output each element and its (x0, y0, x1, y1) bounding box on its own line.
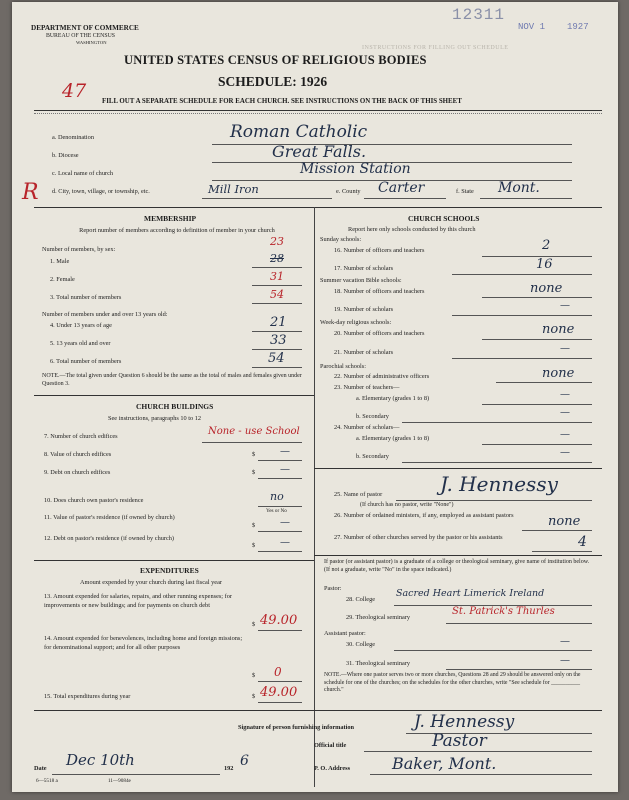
total-members-age-label: 6. Total number of members (50, 358, 122, 365)
census-schedule-document (12, 2, 618, 792)
parochial-officers-label: 22. Number of administrative officers (334, 373, 430, 380)
age-intro-label: Number of members under and over 13 years old: (42, 311, 168, 318)
county-value: Carter (378, 180, 425, 196)
male-label: 1. Male (50, 258, 70, 265)
membership-intro: Report number of members according to definition of member in your church (79, 227, 275, 234)
total-expenditures-dollar: $ (252, 693, 256, 700)
weekday-teachers-label: 20. Number of officers and teachers (334, 330, 425, 337)
summer-teachers-value: none (530, 281, 563, 296)
weekday-scholars-value: — (560, 343, 570, 354)
pastor-section-label: Pastor: (324, 585, 342, 592)
teachers-secondary-value: — (560, 407, 570, 418)
owns-residence-label: 10. Does church own pastor's residence (44, 497, 144, 504)
scholars-elementary-label: a. Elementary (grades 1 to 8) (356, 435, 430, 442)
under-13-label: 4. Under 13 years of age (50, 322, 112, 329)
parochial-teachers-label: 23. Number of teachers— (334, 384, 400, 391)
total-members-label: 3. Total number of members (50, 294, 122, 301)
pastor-note: NOTE.—Where one pastor serves two or more churches, Questions 28 and 29 should be answered only on the schedule for one of the churches; on the schedules for the other churches, write "See schedule for __________ church." (324, 672, 581, 694)
expenditures-intro: Amount expended by your church during last fiscal year (80, 579, 222, 586)
summer-schools-label: Summer vacation Bible schools: (320, 277, 402, 284)
edifices-value-value: — (280, 446, 290, 457)
parochial-schools-label: Parochial schools: (320, 363, 366, 370)
form-title: UNITED STATES CENSUS OF RELIGIOUS BODIES (124, 53, 427, 67)
assistant-pastors-value: none (548, 514, 581, 529)
address-value: Baker, Mont. (392, 754, 497, 773)
yes-no-hint: Yes or No (266, 508, 287, 514)
sunday-scholars-value: 16 (536, 257, 553, 272)
diocese-label: b. Diocese (52, 152, 79, 159)
edifices-value-dollar: $ (252, 451, 256, 458)
expenditures-title: EXPENDITURES (140, 566, 199, 575)
edifices-debt-label: 9. Debt on church edifices (44, 469, 111, 476)
schools-title: CHURCH SCHOOLS (408, 214, 480, 223)
sunday-schools-label: Sunday schools: (320, 236, 362, 243)
summer-scholars-label: 19. Number of scholars (334, 306, 394, 313)
stamp-number: 12311 (452, 6, 506, 24)
membership-note: NOTE.—The total given under Question 6 should be the same as the total of males and females given under Question 3. (42, 373, 302, 387)
diocese-value: Great Falls. (272, 142, 367, 161)
signature-label: Signature of person furnishing information (238, 724, 355, 731)
total-expenditures-value: 49.00 (260, 685, 298, 700)
over-13-label: 5. 13 years old and over (50, 340, 111, 347)
college-label: 28. College (346, 596, 376, 603)
female-value: 31 (270, 270, 284, 283)
assistant-college-label: 30. College (346, 641, 376, 648)
pastor-name-value: J. Hennessy (440, 472, 558, 496)
county-label: e. County (336, 188, 361, 195)
running-expenses-label: 13. Amount expended for salaries, repairs, and other running expenses; for improvements or new buildings; and for payments on church debt (44, 593, 232, 609)
seminary-value: St. Patrick's Thurles (452, 606, 555, 617)
scholars-elementary-value: — (560, 429, 570, 440)
graduate-intro: If pastor (or assistant pastor) is a graduate of a college or theological seminary, give name of institution below. (If not a graduate, write "No" in the space indicated.) (324, 559, 590, 573)
date-value: Dec 10th (66, 751, 135, 769)
pastor-name-label: 25. Name of pastor (334, 491, 383, 498)
other-churches-label: 27. Number of other churches served by the pastor or his assistants (334, 534, 503, 541)
benevolences-dollar: $ (252, 672, 256, 679)
owns-residence-value: no (270, 490, 284, 503)
print-code: 11—9084e (108, 778, 131, 784)
residence-value-dollar: $ (252, 522, 256, 529)
teachers-secondary-label: b. Secondary (356, 413, 389, 420)
seminary-label: 29. Theological seminary (346, 614, 411, 621)
state-label: f. State (456, 188, 474, 195)
city-label: d. City, town, village, or township, etc. (52, 188, 150, 195)
over-13-value: 33 (270, 333, 287, 348)
running-expenses-value: 49.00 (260, 613, 298, 628)
schools-intro: Report here only schools conducted by this church (348, 226, 476, 233)
handwritten-number: 47 (62, 80, 87, 102)
total-members-value: 54 (270, 288, 284, 301)
local-name-value: Mission Station (300, 161, 411, 177)
department-label: DEPARTMENT OF COMMERCE (31, 24, 139, 32)
male-struck-value: 28 (270, 252, 284, 265)
female-label: 2. Female (50, 276, 75, 283)
signature-value: J. Hennessy (414, 712, 515, 732)
state-value: Mont. (498, 180, 540, 196)
form-subtitle: SCHEDULE: 1926 (218, 74, 328, 89)
residence-debt-label: 12. Debt on pastor's residence (if owned by church) (44, 535, 175, 542)
scholars-secondary-value: — (560, 447, 570, 458)
running-expenses-dollar: $ (252, 621, 256, 628)
edifices-count-value: None - use School (208, 426, 300, 437)
benevolences-label: 14. Amount expended for benevolences, including home and foreign missions; for denominational support; and for all other purposes (44, 635, 243, 651)
address-label: P. O. Address (314, 765, 351, 772)
assistant-college-value: — (560, 636, 570, 647)
margin-mark: R (22, 180, 39, 205)
residence-debt-dollar: $ (252, 542, 256, 549)
form-code: 6—5518 a (36, 778, 58, 784)
other-churches-value: 4 (578, 534, 587, 550)
year-prefix: 192 (224, 765, 234, 772)
faded-instructions-text: INSTRUCTIONS FOR FILLING OUT SCHEDULE (362, 45, 509, 51)
local-name-label: c. Local name of church (52, 170, 114, 177)
total-members-age-value: 54 (268, 351, 285, 366)
residence-debt-value: — (280, 537, 290, 548)
summer-teachers-label: 18. Number of officers and teachers (334, 288, 425, 295)
sunday-scholars-label: 17. Number of scholars (334, 265, 394, 272)
college-value: Sacred Heart Limerick Ireland (396, 588, 545, 599)
official-title-label: Official title (314, 742, 347, 749)
buildings-intro: See instructions, paragraphs 10 to 12 (108, 415, 202, 422)
sunday-teachers-value: 2 (542, 238, 551, 253)
date-label: Date (34, 765, 47, 772)
denomination-value: Roman Catholic (230, 122, 368, 142)
instruction-line: FILL OUT A SEPARATE SCHEDULE FOR EACH CHURCH. SEE INSTRUCTIONS ON THE BACK OF THIS SHEET (102, 98, 462, 105)
total-expenditures-label: 15. Total expenditures during year (44, 693, 131, 700)
assistant-seminary-value: — (560, 655, 570, 666)
weekday-teachers-value: none (542, 322, 575, 337)
official-title-value: Pastor (432, 731, 487, 751)
edifices-debt-value: — (280, 464, 290, 475)
city-value: Mill Iron (208, 182, 259, 196)
assistant-section-label: Assistant pastor: (324, 630, 366, 637)
denomination-label: a. Denomination (52, 134, 94, 141)
residence-value-label: 11. Value of pastor's residence (if owned by church) (44, 514, 175, 521)
bureau-label: BUREAU OF THE CENSUS (46, 33, 115, 39)
buildings-title: CHURCH BUILDINGS (136, 402, 214, 411)
parochial-scholars-label: 24. Number of scholars— (334, 424, 400, 431)
male-value: 23 (270, 235, 284, 248)
stamp-year: 1927 (567, 22, 589, 32)
stamp-date: NOV 1 (518, 22, 546, 32)
edifices-count-label: 7. Number of church edifices (44, 433, 118, 440)
edifices-value-label: 8. Value of church edifices (44, 451, 112, 458)
weekday-scholars-label: 21. Number of scholars (334, 349, 394, 356)
benevolences-value: 0 (274, 665, 282, 679)
sunday-teachers-label: 16. Number of officers and teachers (334, 247, 425, 254)
year-value: 6 (240, 753, 249, 769)
assistant-seminary-label: 31. Theological seminary (346, 660, 411, 667)
washington-label: WASHINGTON (76, 40, 107, 45)
assistant-pastors-label: 26. Number of ordained ministers, if any, employed as assistant pastors (334, 512, 514, 519)
summer-scholars-value: — (560, 300, 570, 311)
scholars-secondary-label: b. Secondary (356, 453, 389, 460)
members-by-sex-label: Number of members, by sex: (42, 246, 116, 253)
under-13-value: 21 (270, 315, 287, 330)
membership-title: MEMBERSHIP (144, 214, 197, 223)
edifices-debt-dollar: $ (252, 469, 256, 476)
parochial-officers-value: none (542, 366, 575, 381)
teachers-elementary-label: a. Elementary (grades 1 to 8) (356, 395, 430, 402)
weekday-schools-label: Week-day religious schools: (320, 319, 392, 326)
pastor-name-hint: (If church has no pastor, write "None") (360, 502, 454, 508)
residence-value-value: — (280, 517, 290, 528)
teachers-elementary-value: — (560, 389, 570, 400)
